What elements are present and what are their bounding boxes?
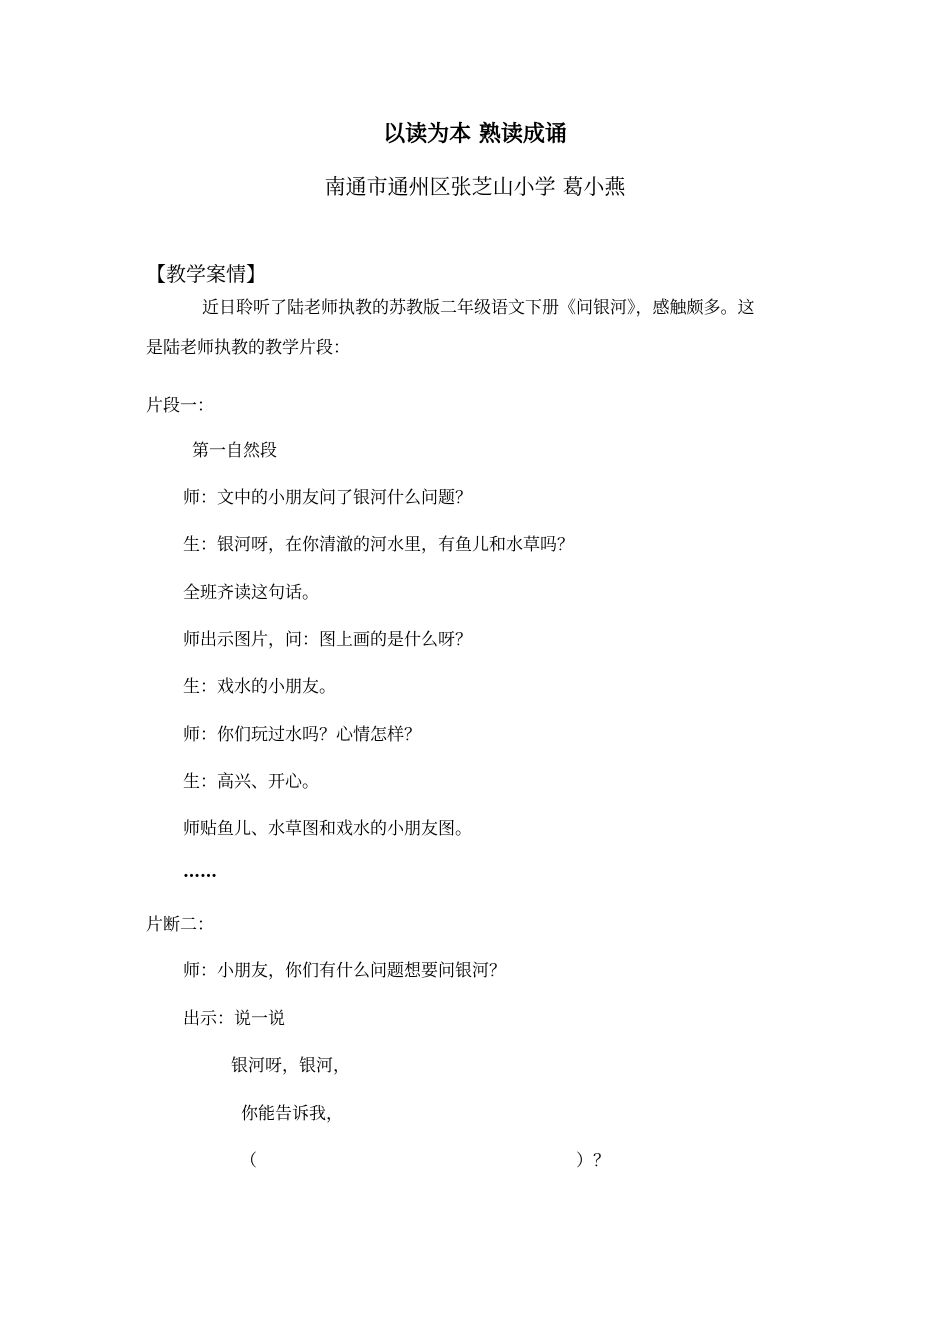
section-heading: 【教学案情】 — [146, 262, 266, 286]
segment-1-paragraph-label: 第一自然段 — [192, 441, 277, 461]
dialogue-line: 生：银河呀，在你清澈的河水里，有鱼儿和水草吗？ — [183, 535, 574, 555]
intro-paragraph-line-2: 是陆老师执教的教学片段： — [146, 338, 350, 358]
dialogue-line: 师：文中的小朋友问了银河什么问题？ — [183, 488, 472, 508]
dialogue-line: 师贴鱼儿、水草图和戏水的小朋友图。 — [183, 819, 472, 839]
segment-2-label: 片断二： — [146, 915, 214, 935]
poem-line-2: 你能告诉我， — [241, 1104, 343, 1124]
poem-line-1: 银河呀，银河， — [231, 1056, 350, 1076]
dialogue-line: 师：你们玩过水吗？心情怎样？ — [183, 725, 421, 745]
blank-close-paren: ）？ — [576, 1151, 610, 1171]
document-title: 以读为本 熟读成诵 — [383, 122, 567, 147]
ellipsis: …… — [183, 862, 217, 882]
dialogue-line: 生：高兴、开心。 — [183, 772, 319, 792]
dialogue-line: 师：小朋友，你们有什么问题想要问银河？ — [183, 961, 506, 981]
intro-paragraph-line-1: 近日聆听了陆老师执教的苏教版二年级语文下册《问银河》，感触颇多。这 — [202, 298, 755, 318]
dialogue-line: 生：戏水的小朋友。 — [183, 677, 336, 697]
segment-1-label: 片段一： — [146, 396, 214, 416]
dialogue-line: 师出示图片，问：图上画的是什么呀？ — [183, 630, 472, 650]
blank-open-paren: （ — [240, 1151, 257, 1171]
author-line: 南通市通州区张芝山小学 葛小燕 — [324, 175, 626, 199]
dialogue-line: 全班齐读这句话。 — [183, 583, 319, 603]
dialogue-line: 出示：说一说 — [183, 1009, 285, 1029]
